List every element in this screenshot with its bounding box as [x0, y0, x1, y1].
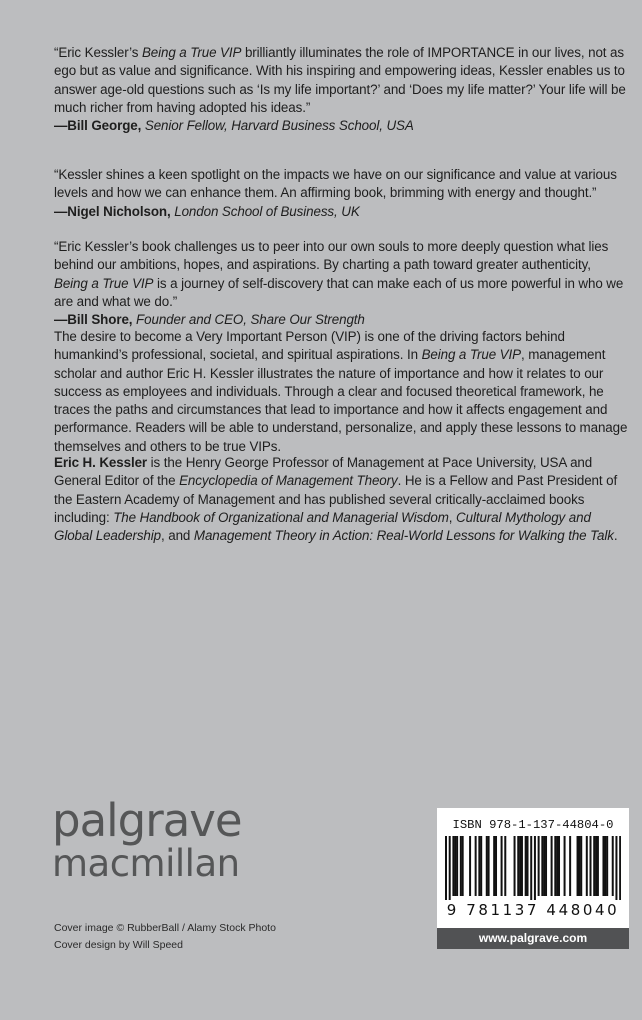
barcode-bar	[493, 836, 495, 896]
barcode-bar	[521, 836, 523, 896]
barcode-bar	[462, 836, 464, 896]
isbn-label: ISBN 978-1-137-44804-0	[452, 818, 614, 832]
barcode-bar	[486, 836, 488, 896]
barcode-bar	[519, 836, 521, 896]
publisher-logo	[52, 796, 242, 884]
barcode-bar	[488, 836, 490, 896]
author-bio: Eric H. Kessler is the Henry George Professor of Management at Pace University, USA and General Editor of the Encyclopedia of Management Theory. He is a Fellow and Past President of the Eastern Academy of Management and has published several critically-acclaimed books including: The Handbook of Organizational and Managerial Wisdom, Cultural Mythology and Global Leadership, and Management Theory in Action: Real-World Lessons for Walking the Talk.	[54, 455, 618, 544]
barcode-bar	[578, 836, 580, 896]
barcode-bar	[586, 836, 588, 896]
barcode-bar	[504, 836, 506, 896]
barcode-bar	[456, 836, 458, 896]
logo-macmillan: macmillan	[52, 842, 240, 885]
barcode-bar	[452, 836, 454, 896]
barcode-bar	[580, 836, 582, 896]
barcode-bar	[597, 836, 599, 896]
ean-digits: 9 781137 448040	[446, 901, 620, 919]
barcode-bar	[551, 836, 553, 896]
barcode-bar	[514, 836, 516, 896]
quote-1	[54, 44, 628, 135]
barcode-bar	[475, 836, 477, 896]
barcode-bar	[495, 836, 497, 896]
barcode-bar	[478, 836, 480, 896]
barcode-bar	[590, 836, 592, 896]
cover-credits	[54, 920, 276, 954]
quote-1-text: “Eric Kessler’s Being a True VIP brilliantly illuminates the role of IMPORTANCE in our lives, not as ego but as value and significance. With his inspiring and empowering ideas, Kessler enables us to answer age-old questions such as ‘Is my life important?’ and ‘Does my life matter?’ Your life will be much richer from having adopted his ideas.”	[54, 45, 626, 115]
quote-2	[54, 166, 628, 221]
barcode-bar	[564, 836, 566, 896]
barcode-bar	[541, 836, 543, 896]
logo-palgrave: palgrave	[52, 794, 242, 847]
quote-1-attribution: —Bill George, Senior Fellow, Harvard Business School, USA	[54, 118, 414, 134]
barcode-bar	[469, 836, 471, 896]
publisher-website[interactable]: www.palgrave.com	[437, 928, 629, 949]
barcode-bar	[543, 836, 545, 896]
barcode-bar	[577, 836, 579, 896]
barcode-bar	[558, 836, 560, 896]
barcode-bar	[534, 836, 536, 900]
barcode-bar	[556, 836, 558, 896]
barcode-bars	[445, 836, 621, 900]
barcode-bar	[517, 836, 519, 896]
barcode-bar	[449, 836, 451, 900]
barcode-bar	[606, 836, 608, 896]
quote-2-attribution: —Nigel Nicholson, London School of Business, UK	[54, 203, 360, 219]
quote-3-attribution: —Bill Shore, Founder and CEO, Share Our Strength	[54, 312, 365, 328]
barcode-bar	[480, 836, 482, 896]
image-credit: Cover image © RubberBall / Alamy Stock Photo	[54, 922, 276, 934]
barcode-bar	[545, 836, 547, 896]
barcode-bar	[593, 836, 595, 896]
book-description: The desire to become a Very Important Person (VIP) is one of the driving factors behind humankind’s professional, societal, and spiritual aspirations. In Being a True VIP, management scholar and author Eric H. Kessler illustrates the nature of importance and how it relates to our success as employees and individuals. Through a clear and focused theoretical framework, he traces the paths and circumstances that lead to importance and how it affects engagement and performance. Readers will be able to understand, personalize, and apply these lessons to manage themselves and others to be true VIPs.	[54, 329, 628, 454]
quote-2-text: “Kessler shines a keen spotlight on the impacts we have on our significance and value at various levels and how we can enhance them. An affirming book, brimming with energy and thought.”	[54, 167, 617, 201]
design-credit: Cover design by Will Speed	[54, 939, 183, 951]
barcode-bar	[445, 836, 447, 900]
barcode-bar	[454, 836, 456, 896]
barcode-bar	[604, 836, 606, 896]
barcode-bar	[530, 836, 532, 900]
quote-3	[54, 238, 628, 329]
barcode-bar	[525, 836, 527, 896]
barcode-bar	[460, 836, 462, 896]
barcode-bar	[619, 836, 621, 900]
barcode-bar	[569, 836, 571, 896]
barcode-bar	[615, 836, 617, 900]
barcode-bar	[527, 836, 529, 896]
barcode-bar	[554, 836, 556, 896]
author-name: Eric H. Kessler	[54, 455, 148, 470]
quote-3-text: “Eric Kessler’s book challenges us to peer into our own souls to more deeply question what lies behind our ambitions, hopes, and aspirations. By charting a path toward greater authenticity, Being a True VIP is a journey of self-discovery that can make each of us more powerful in who we are and what we do.”	[54, 239, 624, 309]
barcode-bar	[538, 836, 540, 896]
barcode-bar	[595, 836, 597, 896]
barcode-bar	[501, 836, 503, 896]
barcode-bar	[602, 836, 604, 896]
isbn-barcode	[437, 808, 629, 928]
barcode-bar	[612, 836, 614, 896]
